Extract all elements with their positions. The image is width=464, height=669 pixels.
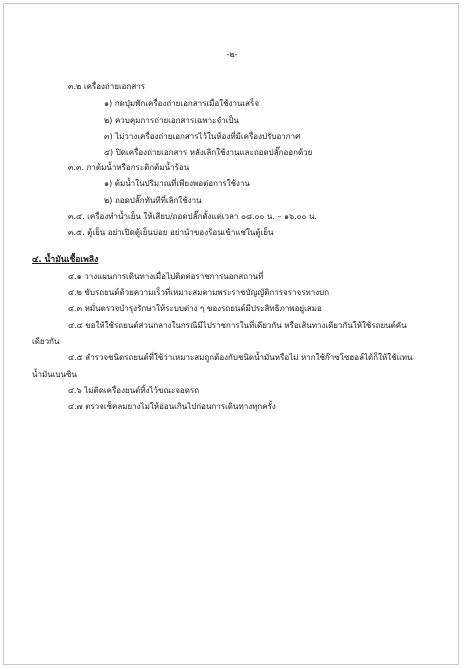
- subsection-3-4: ๓.๔. เครื่องทำน้ำเย็น ให้เสียบ/ถอดปลั๊กตั้งแต่เวลา ๐๘.๐๐ น. – ๑๖.๐๐ น.: [68, 212, 317, 221]
- list-item: ๑) กดปุ่มพักเครื่องถ่ายเอกสารเมื่อใช้งานเสร็จ: [104, 99, 260, 108]
- section-4-title: ๔. น้ำมันเชื้อเพลิง: [32, 255, 99, 265]
- subsection-3-2-title: ๓.๒ เครื่องถ่ายเอกสาร: [68, 82, 145, 91]
- list-item: ๔.๕ สำรวจชนิดรถยนต์ที่ใช้ว่าเหมาะสมถูกต้องกับชนิดน้ำมันหรือไม่ หากใช้ก๊าซโซฮอล์ได้ก็ให้ใช้แทน: [68, 353, 413, 362]
- list-item: ๔) ปิดเครื่องถ่ายเอกสาร หลังเลิกใช้งานและถอดปลั๊กออกด้วย: [104, 148, 313, 157]
- list-item: ๔.๔ ขอให้ใช้รถยนต์ส่วนกลางในกรณีมีไปราชการในที่เดียวกัน หรือเส้นทางเดียวกันให้ใช้รถยนต์คัน: [68, 321, 407, 330]
- subsection-3-5: ๓.๕. ตู้เย็น อย่าเปิดตู้เย็นบ่อย อย่านำของร้อนเข้าแช่ในตู้เย็น: [68, 228, 274, 237]
- list-item-continuation: น้ำมันเบนซิน: [32, 370, 77, 379]
- list-item-continuation: เดียวกัน: [32, 337, 60, 346]
- list-item: ๔.๗ ตรวจเช็คลมยางไม่ให้อ่อนเกินไปก่อนการเดินทางทุกครั้ง: [68, 402, 276, 411]
- list-item: ๒) ถอดปลั๊กทันทีที่เลิกใช้งาน: [104, 196, 202, 205]
- list-item: ๔.๒ ขับรถยนต์ด้วยความเร็วที่เหมาะสมตามพระราชบัญญัติการจราจรทางบก: [68, 288, 330, 297]
- subsection-3-3-title: ๓.๓. กาต้มน้ำหรือกระติกต้มน้ำร้อน: [68, 163, 190, 172]
- section-4-heading: [32, 255, 98, 265]
- list-item: ๔.๓ หมั่นตรวจบำรุงรักษาให้ระบบต่าง ๆ ของรถยนต์มีประสิทธิภาพอยู่เสมอ: [68, 304, 322, 313]
- list-item: ๔.๑ วางแผนการเดินทางเมื่อไปติดต่อราชการนอกสถานที่: [68, 272, 264, 281]
- list-item: ๒) ควบคุมการถ่ายเอกสารเฉพาะจำเป็น: [104, 116, 239, 125]
- list-item: ๓) ไม่วางเครื่องถ่ายเอกสารไว้ในห้องที่มีเครื่องปรับอากาศ: [104, 132, 301, 141]
- list-item: ๔.๖ ไม่ติดเครื่องยนต์ทิ้งไว้ขณะจอดรถ: [68, 386, 200, 395]
- list-item: ๑) ต้มน้ำในปริมาณที่เพียงพอต่อการใช้งาน: [104, 179, 250, 188]
- page-number: -๒-: [226, 50, 238, 59]
